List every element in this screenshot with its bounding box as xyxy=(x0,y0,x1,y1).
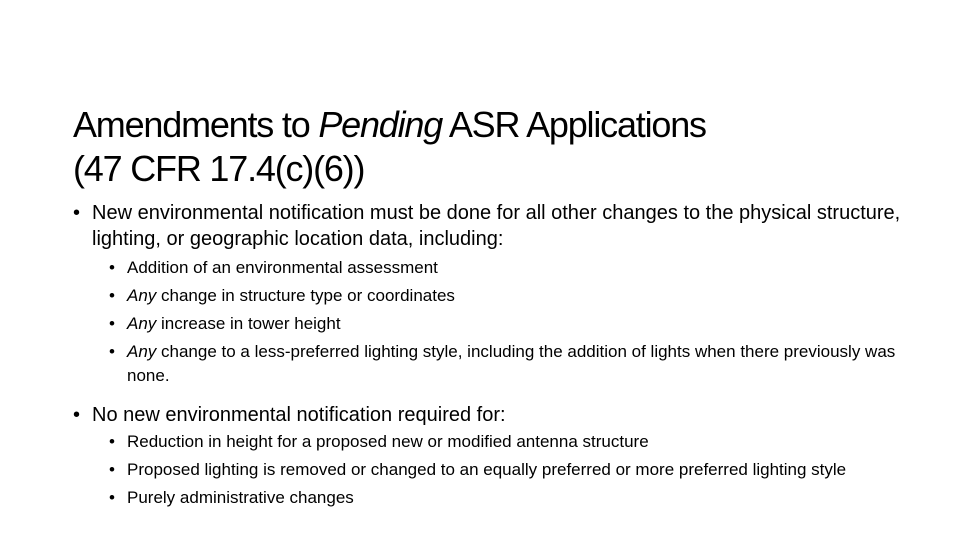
sub-item-lighting-style xyxy=(109,340,903,388)
sub-item-text: change in structure type or coordinates xyxy=(156,286,455,305)
bullet-marker: • xyxy=(109,460,115,479)
bullet-marker: • xyxy=(109,286,115,305)
sub-item-emphasis: Any xyxy=(127,314,157,333)
sub-item-environmental-assessment xyxy=(109,256,903,280)
bullet-marker: • xyxy=(73,404,81,426)
sub-item-text: Proposed lighting is removed or changed to an equally preferred or more preferred lighting style xyxy=(127,460,847,479)
bullet-marker: • xyxy=(109,488,115,507)
sub-item-text: Reduction in height for a proposed new or modified antenna structure xyxy=(127,432,649,451)
title-italic-pending: Pending xyxy=(318,104,443,145)
bullet-text: New environmental notification must be done for all other changes to the physical structure, lighting, or geographic location data, including: xyxy=(92,202,901,250)
bullet-new-notification xyxy=(73,200,903,252)
sub-item-text: Purely administrative changes xyxy=(127,488,354,507)
sub-list-new-notification xyxy=(73,256,903,388)
title-part-2: ASR Applications xyxy=(442,104,706,145)
slide-body xyxy=(73,200,903,514)
sub-list-no-notification xyxy=(73,430,903,510)
sub-item-lighting-removed xyxy=(109,458,903,482)
section-gap xyxy=(73,392,903,402)
bullet-text: No new environmental notification required for: xyxy=(92,404,506,426)
sub-item-height-reduction xyxy=(109,430,903,454)
bullet-no-notification xyxy=(73,402,903,428)
title-part-1: Amendments to xyxy=(73,104,319,145)
bullet-marker: • xyxy=(109,258,115,277)
title-citation: (47 CFR 17.4(c)(6)) xyxy=(73,148,365,189)
sub-item-text: increase in tower height xyxy=(156,314,341,333)
sub-item-tower-height xyxy=(109,312,903,336)
sub-item-emphasis: Any xyxy=(127,342,157,361)
slide-title xyxy=(73,103,933,191)
bullet-marker: • xyxy=(109,342,115,361)
sub-item-administrative xyxy=(109,486,903,510)
sub-item-emphasis: Any xyxy=(127,286,157,305)
bullet-marker: • xyxy=(109,432,115,451)
sub-item-text: change to a less-preferred lighting style, including the addition of lights when there previously was none. xyxy=(127,342,896,385)
bullet-marker: • xyxy=(109,314,115,333)
sub-item-text: Addition of an environmental assessment xyxy=(127,258,438,277)
sub-item-structure-type xyxy=(109,284,903,308)
bullet-marker: • xyxy=(73,202,81,224)
